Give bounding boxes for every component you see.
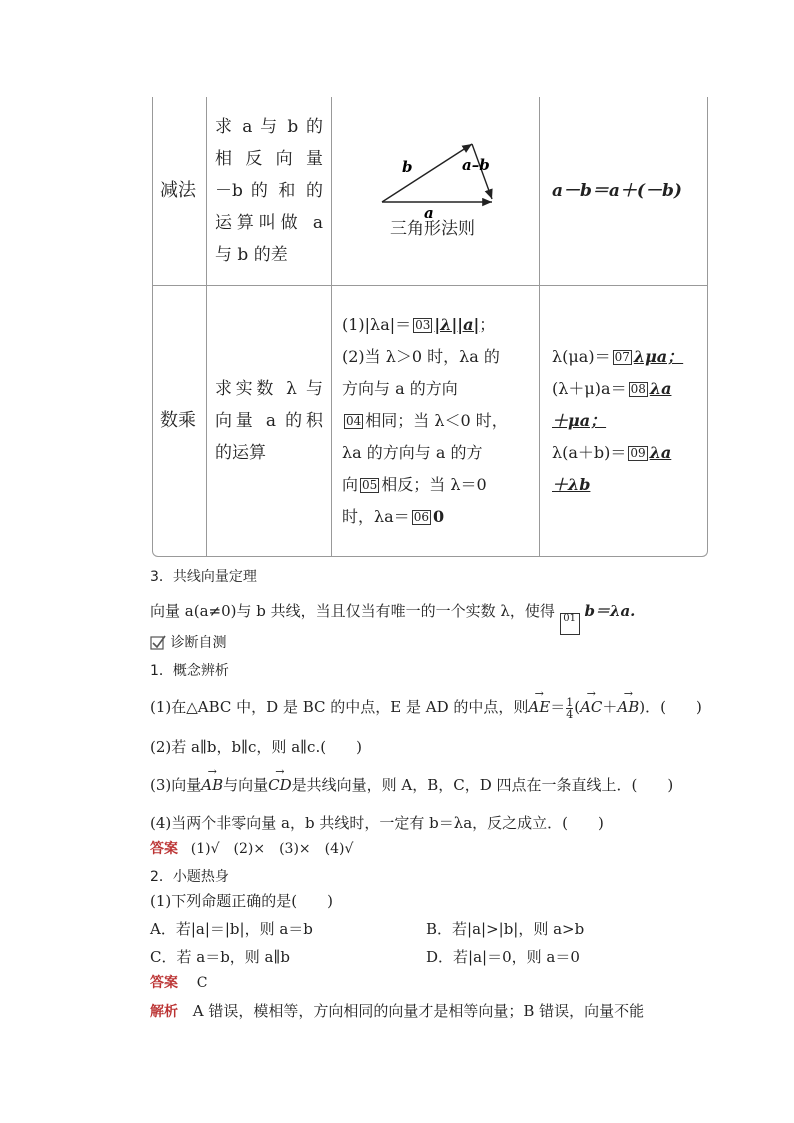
theorem-statement	[150, 600, 635, 635]
property-line: (2)当 λ＞0 时，λa 的	[342, 347, 500, 366]
definition-line: 相 反 向 量	[215, 149, 323, 169]
table-divider	[331, 97, 332, 557]
question-text: )．( )	[639, 698, 702, 716]
scalar-laws	[552, 341, 702, 501]
property-text: (1)|λa|＝	[342, 315, 412, 334]
property-line	[342, 405, 532, 437]
property-line: (1)|λa|＝ 03 |λ||a|；	[342, 315, 496, 334]
property-line	[342, 469, 532, 501]
question-text: 与向量	[223, 776, 269, 794]
law-line	[552, 341, 702, 373]
property-line	[342, 501, 532, 533]
vector-label: → CD	[268, 776, 292, 794]
explanation	[150, 1000, 644, 1021]
answer-2	[150, 972, 208, 992]
law-line: ＋λb	[552, 475, 591, 494]
subtraction-rule: a－b＝a＋(－b)	[552, 181, 682, 201]
answer-text: C	[196, 975, 208, 991]
law-line	[552, 373, 702, 405]
subtraction-definition	[215, 111, 323, 271]
operations-table	[152, 97, 708, 557]
table-divider	[206, 97, 207, 557]
blank-answer: λμa；	[633, 347, 684, 366]
table-divider	[152, 285, 708, 286]
question-text: (1)在△ABC 中，D 是 BC 的中点，E 是 AD 的中点，则	[150, 698, 529, 716]
blank-number: 04	[346, 414, 362, 428]
row-name-scalar: 数乘	[160, 410, 196, 431]
blank-answer: λa	[649, 443, 672, 462]
law-line	[552, 437, 702, 469]
row-name-subtraction: 减法	[160, 180, 196, 201]
numerator: 1	[566, 695, 574, 709]
scalar-properties	[342, 309, 532, 533]
label-b: b	[402, 158, 413, 176]
subsection-title: 1．概念辨析	[150, 663, 229, 679]
question-text: (	[574, 698, 581, 716]
answer-text: (1)√ (2)× (3)× (4)√	[190, 841, 354, 857]
answer-label: 答案	[150, 975, 178, 991]
property-text: 向	[342, 475, 359, 494]
option-c: C．若 a＝b，则 a∥b	[150, 948, 291, 966]
blank-answer: |λ||a|	[434, 315, 480, 334]
question-1-2: (2)若 a∥b，b∥c，则 a∥c.( )	[150, 738, 362, 756]
definition-line: 求 a 与 b 的	[215, 117, 323, 137]
diagram-caption: 三角形法则	[390, 219, 475, 239]
property-text: 相同；当 λ＜0 时，	[365, 411, 508, 430]
question-2-1: (1)下列命题正确的是( )	[150, 892, 333, 910]
scalar-definition	[215, 373, 323, 469]
question-text: 是共线向量，则 A，B，C，D 四点在一条直线上．( )	[291, 776, 674, 794]
definition-line: 求实数 λ 与	[215, 379, 323, 399]
blank-number: 03	[415, 318, 431, 332]
blank-answer: λa	[649, 379, 672, 398]
explanation-label: 解析	[150, 1004, 178, 1020]
table-divider	[539, 97, 540, 557]
label-a-minus-b: a–b	[462, 156, 490, 174]
property-line: 方向与 a 的方向	[342, 379, 458, 398]
blank-answer: 0	[432, 507, 445, 526]
law-text: λ(μa)＝	[552, 347, 611, 366]
definition-line: 的运算	[215, 443, 266, 463]
vector-b-arrow	[382, 144, 472, 202]
diagnostic-title: 诊断自测	[170, 635, 227, 651]
property-text: 时，λa＝	[342, 507, 410, 526]
option-b: B．若|a|>|b|，则 a>b	[426, 920, 585, 938]
theorem-text: 向量 a(a≠0)与 b 共线，当且仅当有唯一的一个实数 λ，使得	[150, 602, 555, 620]
theorem-answer: b＝λa.	[584, 602, 636, 620]
subsection-title: 2．小题热身	[150, 869, 229, 885]
section-title: 3．共线向量定理	[150, 569, 257, 585]
law-line: ＋μa；	[552, 411, 607, 430]
law-text: (λ＋μ)a＝	[552, 379, 627, 398]
option-d: D．若|a|＝0，则 a＝0	[426, 948, 580, 966]
triangle-rule-diagram	[374, 132, 504, 222]
blank-number: 08	[630, 382, 646, 396]
vector-label: → AB	[201, 776, 223, 794]
blank-number: 09	[630, 446, 646, 460]
blank-number: 01	[560, 613, 580, 635]
definition-line: －b 的 和 的	[215, 181, 323, 201]
fraction	[566, 697, 573, 720]
label-a: a	[424, 204, 434, 222]
blank-number: 06	[413, 510, 429, 524]
question-1-1	[150, 696, 702, 720]
question-text: (3)向量	[150, 776, 202, 794]
question-text: ＝	[550, 698, 566, 716]
blank-number: 07	[614, 350, 630, 364]
blank-number: 05	[362, 478, 378, 492]
question-text: ＋	[602, 698, 618, 716]
question-1-4: (4)当两个非零向量 a，b 共线时，一定有 b＝λa，反之成立．( )	[150, 814, 604, 832]
denominator: 4	[566, 707, 574, 721]
vector-label: → AB	[617, 698, 639, 716]
property-line: λa 的方向与 a 的方	[342, 443, 483, 462]
option-a: A．若|a|＝|b|，则 a＝b	[150, 920, 313, 938]
definition-line: 向量 a 的积	[215, 411, 323, 431]
blank-answer: 相反；当 λ＝0	[381, 475, 487, 494]
explanation-text: A 错误，模相等，方向相同的向量才是相等向量；B 错误，向量不能	[192, 1002, 645, 1020]
vector-label: → AE	[528, 698, 550, 716]
law-text: λ(a＋b)＝	[552, 443, 627, 462]
question-1-3	[150, 774, 673, 795]
definition-line: 与 b 的差	[215, 245, 288, 265]
diagnostic-header	[150, 632, 226, 652]
answer-label: 答案	[150, 841, 178, 857]
check-box-icon	[150, 634, 166, 650]
answer-1	[150, 838, 353, 858]
definition-line: 运算叫做 a	[215, 213, 323, 233]
vector-label: → AC	[580, 698, 602, 716]
